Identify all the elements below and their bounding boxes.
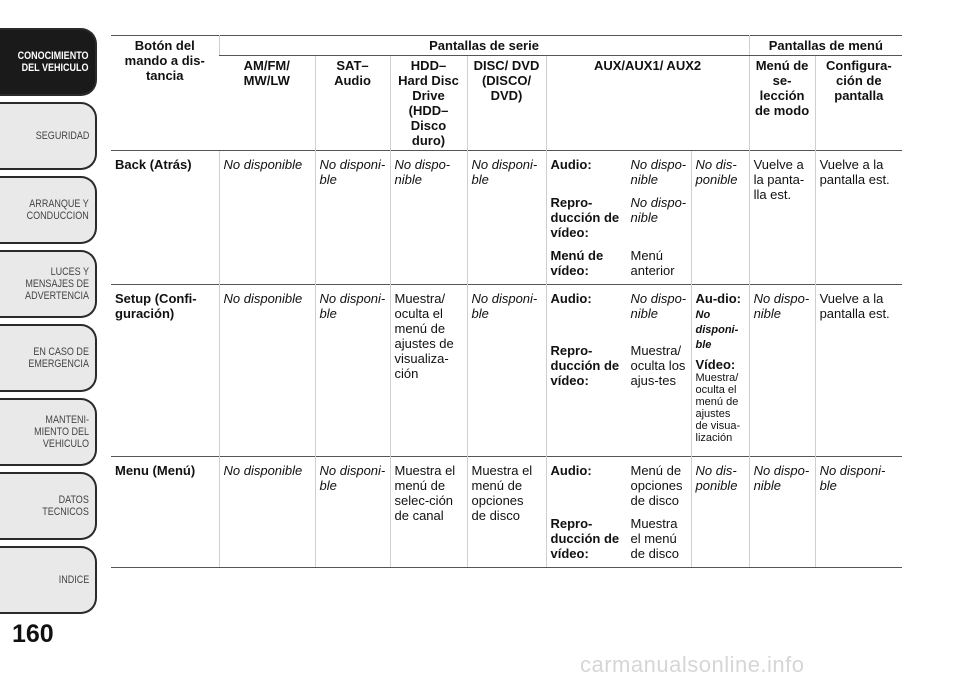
- table-row-back: [111, 151, 902, 285]
- col-header-button: Botón del mando a dis-tancia: [111, 36, 219, 151]
- col-header-disc: DISC/ DVD (DISCO/ DVD): [467, 56, 546, 151]
- cell-menu-sel: No dispo-nible: [749, 285, 815, 457]
- group-header-menu: Pantallas de menú: [749, 36, 902, 56]
- aux-key: Repro-ducción de vídeo:: [550, 343, 620, 388]
- cell-menu-sel: Vuelve a la panta-lla est.: [749, 151, 815, 285]
- cell-hdd: Muestra el menú de selec-ción de canal: [390, 457, 467, 568]
- cell-sat: No disponi-ble: [315, 285, 390, 457]
- watermark-text: carmanualsonline.info: [580, 652, 805, 677]
- cell-am: No disponible: [219, 151, 315, 285]
- tab-label: CONOCIMIENTO DEL VEHICULO: [18, 50, 89, 74]
- row-label: Back (Atrás): [111, 151, 219, 285]
- cell-aux2: No dis-ponible: [691, 457, 749, 568]
- table-row-menu: [111, 457, 902, 568]
- aux-key: Audio:: [550, 291, 592, 306]
- tab-label: LUCES Y MENSAJES DE ADVERTENCIA: [25, 266, 89, 302]
- tab-mantenimiento[interactable]: [0, 398, 97, 466]
- cell-sat: No disponi-ble: [315, 457, 390, 568]
- tab-datos[interactable]: [0, 472, 97, 540]
- aux-value: No dispo-nible: [630, 291, 687, 321]
- aux2-key: Au-dio:: [695, 291, 741, 306]
- cell-config: No disponi-ble: [815, 457, 902, 568]
- group-header-serie: Pantallas de serie: [219, 36, 749, 56]
- col-header-hdd: HDD– Hard Disc Drive (HDD– Disco duro): [390, 56, 467, 151]
- tab-conocimiento[interactable]: [0, 28, 97, 96]
- aux2-key: Vídeo:: [695, 357, 736, 372]
- page-number: 160: [12, 620, 54, 648]
- tab-arranque[interactable]: [0, 176, 97, 244]
- cell-am: No disponible: [219, 285, 315, 457]
- col-header-am: AM/FM/ MW/LW: [243, 58, 290, 88]
- remote-control-table: [111, 35, 902, 568]
- tab-indice[interactable]: [0, 546, 97, 614]
- aux-value: Menú de opciones de disco: [630, 463, 683, 508]
- col-header-menu-sel: Menú de se-lección de modo: [749, 56, 815, 151]
- cell-disc: Muestra el menú de opciones de disco: [467, 457, 546, 568]
- aux-value: Muestra/ oculta los ajus-tes: [630, 343, 686, 388]
- header-row-sub: [111, 56, 902, 151]
- cell-am: No disponible: [219, 457, 315, 568]
- tab-label: INDICE: [58, 574, 89, 586]
- col-header-sat: SAT– Audio: [315, 56, 390, 151]
- tab-luces[interactable]: [0, 250, 97, 318]
- aux-key: Repro-ducción de vídeo:: [550, 516, 620, 561]
- aux2-value: No disponi-ble: [695, 309, 739, 351]
- header-row-groups: [111, 36, 902, 56]
- aux2-value: Muestra/ oculta el menú de ajustes de visua-lización: [695, 372, 741, 444]
- cell-sat: No disponi-ble: [315, 151, 390, 285]
- row-label: Setup (Confi-guración): [111, 285, 219, 457]
- cell-aux: [546, 457, 691, 568]
- row-label: Menu (Menú): [111, 457, 219, 568]
- cell-aux: [546, 151, 691, 285]
- cell-disc: No disponi-ble: [467, 151, 546, 285]
- tab-emergencia[interactable]: [0, 324, 97, 392]
- cell-aux2: [691, 285, 749, 457]
- tab-label: ARRANQUE Y CONDUCCION: [26, 198, 89, 222]
- col-header-aux: AUX/AUX1/ AUX2: [546, 56, 749, 151]
- cell-hdd: No dispo-nible: [390, 151, 467, 285]
- cell-hdd: Muestra/ oculta el menú de ajustes de visualiza-ción: [390, 285, 467, 457]
- cell-config: Vuelve a la pantalla est.: [815, 151, 902, 285]
- cell-menu-sel: No dispo-nible: [749, 457, 815, 568]
- cell-disc: No disponi-ble: [467, 285, 546, 457]
- tab-label: MANTENI- MIENTO DEL VEHICULO: [34, 414, 89, 450]
- aux-value: Menú anterior: [630, 248, 675, 278]
- cell-aux2: No dis-ponible: [691, 151, 749, 285]
- cell-aux: [546, 285, 691, 457]
- tab-label: DATOS TECNICOS: [42, 494, 89, 518]
- aux-key: Menú de vídeo:: [550, 248, 604, 278]
- tab-seguridad[interactable]: [0, 102, 97, 170]
- aux-key: Audio:: [550, 463, 592, 478]
- tab-label: SEGURIDAD: [35, 130, 89, 142]
- cell-config: Vuelve a la pantalla est.: [815, 285, 902, 457]
- aux-value: No dispo-nible: [630, 157, 687, 187]
- aux-value: No dispo-nible: [630, 195, 687, 225]
- tab-label: EN CASO DE EMERGENCIA: [28, 346, 89, 370]
- aux-key: Repro-ducción de vídeo:: [550, 195, 620, 240]
- aux-key: Audio:: [550, 157, 592, 172]
- aux-value: Muestra el menú de disco: [630, 516, 679, 561]
- chapter-sidebar: [0, 28, 97, 620]
- table-row-setup: [111, 285, 902, 457]
- col-header-config: Configura-ción de pantalla: [815, 56, 902, 151]
